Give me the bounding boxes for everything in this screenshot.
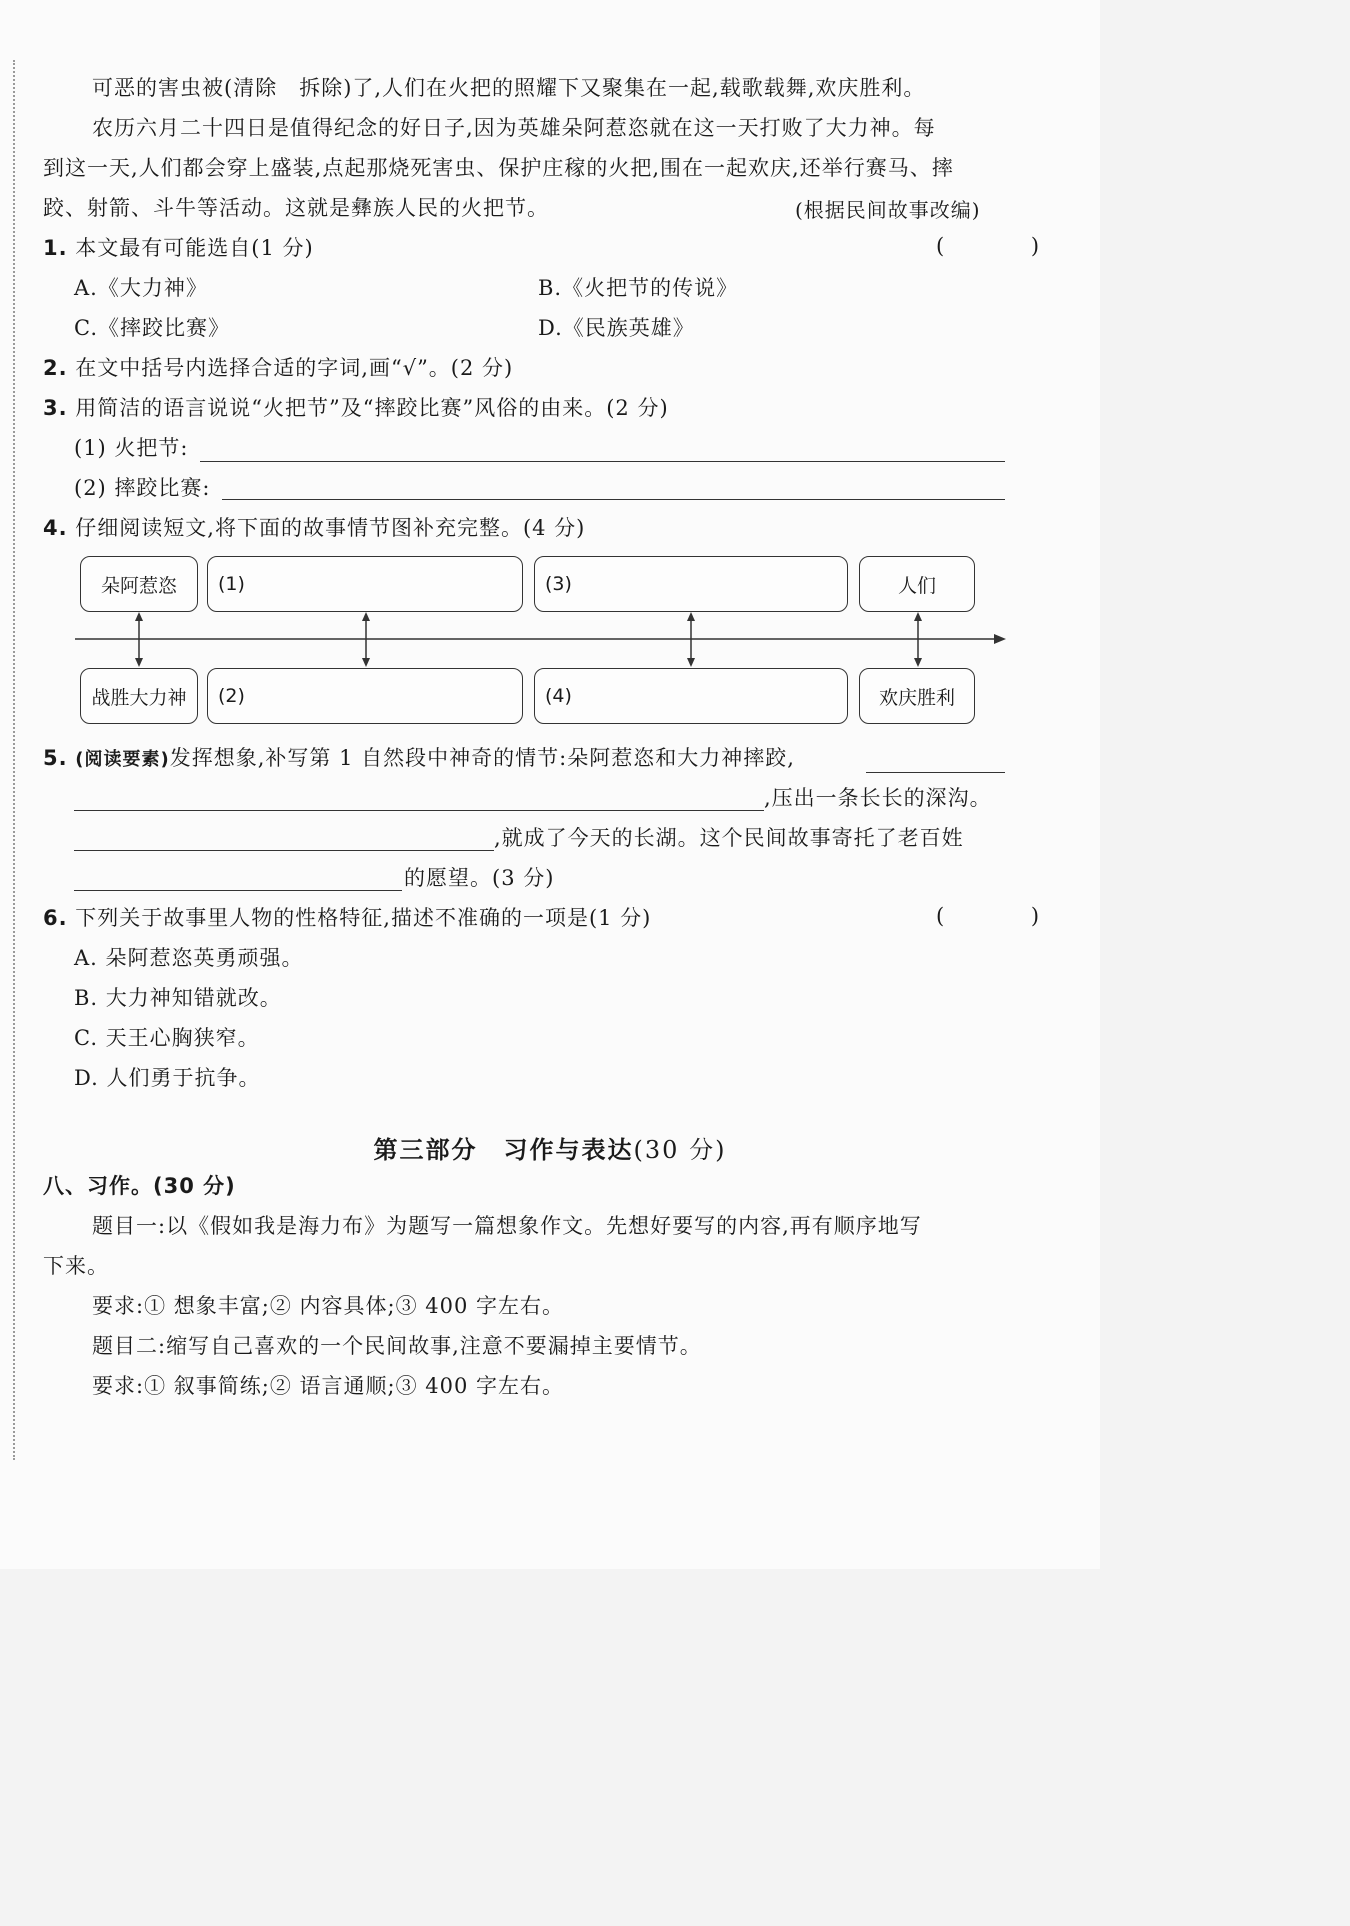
question-6 [43, 904, 651, 932]
part-title-text: 第三部分 习作与表达 [373, 1135, 634, 1164]
q3-item-1-label: (1) 火把节: [74, 436, 189, 460]
question-number: 2. [43, 356, 68, 380]
q5-answer-line-4[interactable] [74, 890, 402, 891]
question-text: 本文最有可能选自(1 分) [75, 236, 314, 260]
option-c[interactable]: C.《摔跤比赛》 [74, 316, 230, 340]
option-b[interactable]: B.《火把节的传说》 [538, 276, 739, 300]
question-number: 5. [43, 746, 68, 770]
passage-paragraph-2-line-1: 农历六月二十四日是值得纪念的好日子,因为英雄朵阿惹恣就在这一天打败了大力神。每 [92, 116, 936, 140]
question-number: 6. [43, 906, 68, 930]
answer-parentheses[interactable]: ( ) [936, 904, 1080, 928]
diagram-blank-box-3[interactable]: (3) [534, 556, 848, 612]
topic-2: 题目二:缩写自己喜欢的一个民间故事,注意不要漏掉主要情节。 [92, 1334, 702, 1358]
question-number: 3. [43, 396, 68, 420]
diagram-blank-box-4[interactable]: (4) [534, 668, 848, 724]
topic-2-requirements: 要求:① 叙事简练;② 语言通顺;③ 400 字左右。 [92, 1374, 565, 1398]
question-text: 仔细阅读短文,将下面的故事情节图补充完整。(4 分) [75, 516, 586, 540]
question-text: 用简洁的语言说说“火把节”及“摔跤比赛”风俗的由来。(2 分) [75, 396, 669, 420]
diagram-bottom-box-4: 欢庆胜利 [859, 668, 975, 724]
diagram-top-box-1: 朵阿惹恣 [80, 556, 198, 612]
q5-line-2-text: ,压出一条长长的深沟。 [764, 786, 992, 810]
q5-answer-line-2[interactable] [74, 810, 764, 811]
question-text: 发挥想象,补写第 1 自然段中神奇的情节:朵阿惹恣和大力神摔跤, [169, 746, 795, 770]
option-a[interactable]: A.《大力神》 [74, 276, 208, 300]
diagram-top-box-4: 人们 [859, 556, 975, 612]
diagram-bottom-box-1: 战胜大力神 [80, 668, 198, 724]
q6-option-b[interactable]: B. 大力神知错就改。 [74, 986, 282, 1010]
passage-paragraph-2-line-3: 跤、射箭、斗牛等活动。这就是彝族人民的火把节。 [43, 196, 549, 220]
q5-line-3-text: ,就成了今天的长湖。这个民间故事寄托了老百姓 [494, 826, 964, 850]
question-5 [43, 744, 795, 774]
answer-parentheses[interactable]: ( ) [936, 234, 1080, 258]
passage-paragraph-1: 可恶的害虫被(清除 拆除)了,人们在火把的照耀下又聚集在一起,载歌载舞,欢庆胜利。 [92, 76, 926, 100]
topic-1-line-2: 下来。 [43, 1254, 109, 1278]
question-tag: (阅读要素) [75, 749, 170, 770]
section-label: 八、习作。 [43, 1174, 153, 1198]
question-text: 在文中括号内选择合适的字词,画“√”。(2 分) [75, 356, 514, 380]
q5-answer-line-3[interactable] [74, 850, 494, 851]
part-score: (30 分) [633, 1136, 727, 1164]
q5-answer-line-1[interactable] [866, 772, 1005, 773]
question-number: 4. [43, 516, 68, 540]
q3-item-2-label: (2) 摔跤比赛: [74, 476, 211, 500]
diagram-blank-box-1[interactable]: (1) [207, 556, 523, 612]
section-score: (30 分) [153, 1174, 236, 1198]
q5-line-4-text: 的愿望。(3 分) [404, 866, 555, 890]
diagram-blank-box-2[interactable]: (2) [207, 668, 523, 724]
q6-option-c[interactable]: C. 天王心胸狭窄。 [74, 1026, 260, 1050]
question-number: 1. [43, 236, 68, 260]
q6-option-d[interactable]: D. 人们勇于抗争。 [74, 1066, 261, 1090]
section-8-heading [43, 1172, 236, 1200]
q6-option-a[interactable]: A. 朵阿惹恣英勇顽强。 [74, 946, 304, 970]
part-3-title [0, 1130, 1100, 1165]
passage-source: (根据民间故事改编) [795, 198, 981, 222]
topic-1-requirements: 要求:① 想象丰富;② 内容具体;③ 400 字左右。 [92, 1294, 565, 1318]
question-text: 下列关于故事里人物的性格特征,描述不准确的一项是(1 分) [75, 906, 652, 930]
option-d[interactable]: D.《民族英雄》 [538, 316, 695, 340]
topic-1-line-1: 题目一:以《假如我是海力布》为题写一篇想象作文。先想好要写的内容,再有顺序地写 [92, 1214, 922, 1238]
passage-paragraph-2-line-2: 到这一天,人们都会穿上盛装,点起那烧死害虫、保护庄稼的火把,围在一起欢庆,还举行赛马、摔 [43, 156, 954, 180]
